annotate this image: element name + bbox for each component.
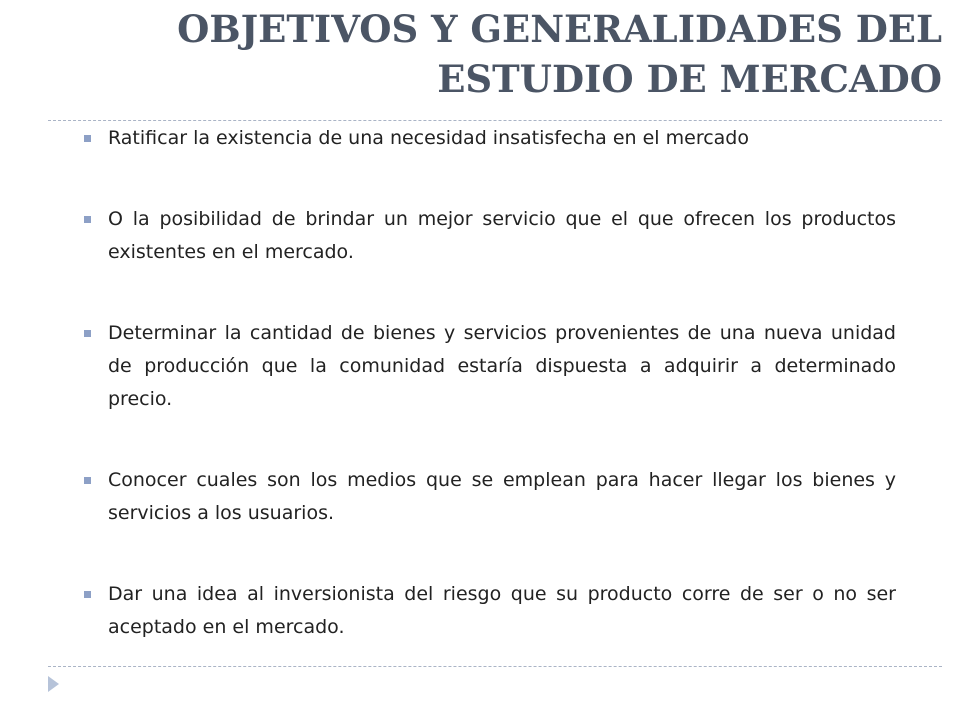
square-bullet-icon <box>84 477 91 484</box>
bullet-item <box>78 317 896 416</box>
triangle-right-icon[interactable] <box>48 676 59 692</box>
bullet-text: Conocer cuales son los medios que se emplean para hacer llegar los bienes y servicios a los usuarios. <box>108 469 896 524</box>
bullet-text: Dar una idea al inversionista del riesgo que su producto corre de ser o no ser aceptado en el mercado. <box>108 583 896 638</box>
square-bullet-icon <box>84 591 91 598</box>
bullet-text: Ratificar la existencia de una necesidad insatisfecha en el mercado <box>108 127 749 149</box>
bullet-list <box>78 122 896 644</box>
bullet-item <box>78 203 896 269</box>
bullet-text: O la posibilidad de brindar un mejor servicio que el que ofrecen los productos existentes en el mercado. <box>108 208 896 263</box>
bullet-item <box>78 578 896 644</box>
bullet-item <box>78 464 896 530</box>
square-bullet-icon <box>84 216 91 223</box>
slide-title-line-2: ESTUDIO DE MERCADO <box>437 57 942 101</box>
slide-title <box>42 4 942 104</box>
bottom-divider <box>48 666 942 667</box>
bullet-item <box>78 122 896 155</box>
bullet-text: Determinar la cantidad de bienes y servicios provenientes de una nueva unidad de producción que la comunidad estaría dispuesta a adquirir a determinado precio. <box>108 322 896 410</box>
square-bullet-icon <box>84 330 91 337</box>
top-divider <box>48 120 942 121</box>
slide-title-line-1: OBJETIVOS Y GENERALIDADES DEL <box>177 7 942 51</box>
square-bullet-icon <box>84 135 91 142</box>
